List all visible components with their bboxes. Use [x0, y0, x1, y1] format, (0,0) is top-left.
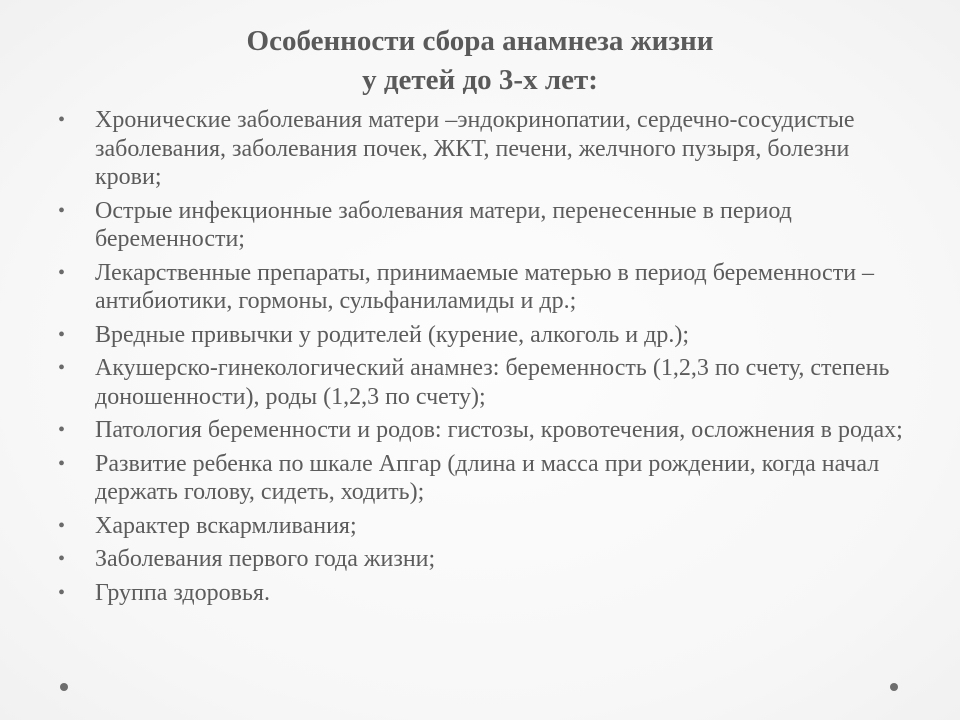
- list-item-text: Патология беременности и родов: гистозы, кровотечения, осложнения в родах;: [95, 417, 903, 443]
- corner-dot-icon: [890, 683, 898, 691]
- bullet-list: [58, 106, 918, 612]
- list-item-text: Острые инфекционные заболевания матери, перенесенные в период беременности;: [95, 197, 792, 252]
- bullet-icon: •: [58, 514, 66, 537]
- bullet-icon: •: [58, 548, 66, 570]
- bullet-icon: •: [58, 452, 66, 475]
- list-item: [58, 321, 918, 350]
- list-item: [58, 450, 918, 507]
- bullet-icon: •: [58, 109, 66, 131]
- list-item-text: Группа здоровья.: [95, 579, 270, 606]
- slide-title: [120, 22, 840, 100]
- title-line-1: Особенности сбора анамнеза жизни: [246, 25, 714, 57]
- title-line-2: у детей до 3-х лет:: [362, 64, 598, 96]
- list-item: [58, 354, 918, 411]
- list-item: [58, 579, 918, 608]
- bullet-icon: •: [58, 581, 66, 604]
- list-item: [58, 106, 918, 192]
- list-item-text: Акушерско-гинекологический анамнез: беременность (1,2,3 по счету, степень доношенности), роды (1,2,3 по счету);: [95, 355, 890, 410]
- list-item: [58, 512, 918, 541]
- list-item: [58, 259, 918, 316]
- bullet-icon: •: [58, 261, 66, 284]
- corner-dot-icon: [60, 683, 68, 691]
- bullet-icon: •: [58, 199, 66, 222]
- list-item-text: Вредные привычки у родителей (курение, алкоголь и др.);: [95, 321, 690, 348]
- list-item: [58, 197, 918, 254]
- list-item-text: Заболевания первого года жизни;: [95, 546, 436, 572]
- list-item: [58, 416, 918, 445]
- list-item-text: Лекарственные препараты, принимаемые матерью в период беременности – антибиотики, гормоны, сульфаниламиды и др.;: [95, 259, 875, 314]
- list-item-text: Хронические заболевания матери –эндокринопатии, сердечно-сосудистые заболевания, заболевания почек, ЖКТ, печени, желчного пузыря, болезни крови;: [95, 107, 855, 190]
- bullet-icon: •: [58, 323, 66, 346]
- bullet-icon: •: [58, 419, 66, 441]
- list-item-text: Развитие ребенка по шкале Апгар (длина и масса при рождении, когда начал держать голову, сидеть, ходить);: [95, 450, 880, 505]
- list-item-text: Характер вскармливания;: [95, 512, 357, 539]
- bullet-icon: •: [58, 357, 66, 379]
- list-item: [58, 545, 918, 574]
